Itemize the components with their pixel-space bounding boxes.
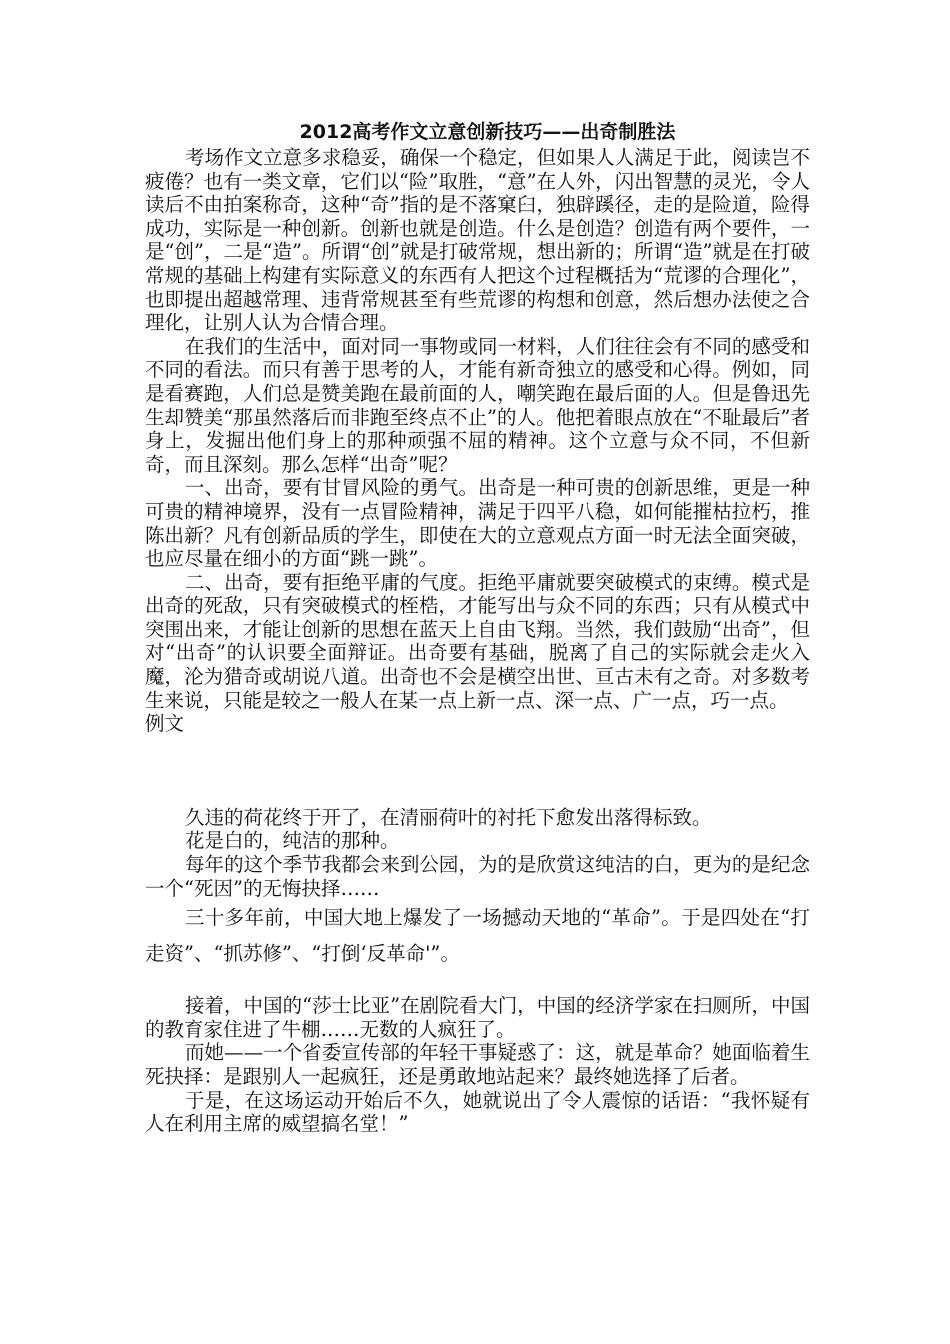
essay-paragraph-2: 花是白的，纯洁的那种。 (185, 829, 400, 853)
blank-gap-2 (145, 972, 810, 994)
document-title: 2012高考作文立意创新技巧——出奇制胜法 (299, 121, 676, 143)
blank-gap (145, 736, 810, 806)
point-one-paragraph: 一、出奇，要有甘冒风险的勇气。出奇是一种可贵的创新思维，更是一种可贵的精神境界，没有一点冒险精神，满足于四平八稳，如何能摧枯拉朽，推陈出新？凡有创新品质的学生，即使在大的立意观点方面一时无法全面突破，也应尽量在细小的方面“跳一跳”。 (145, 476, 810, 571)
essay-paragraph-6: 而她——一个省委宣传部的年轻干事疑惑了：这，就是革命？她面临着生死抉择：是跟别人一起疯狂，还是勇敢地站起来？最终她选择了后者。 (145, 1041, 810, 1088)
document-page (145, 118, 810, 1136)
point-two-paragraph: 二、出奇，要有拒绝平庸的气度。拒绝平庸就要突破模式的束缚。模式是出奇的死敌，只有突破模式的桎梏，才能写出与众不同的东西；只有从模式中突围出来，才能让创新的思想在蓝天上自由飞翔。当然，我们鼓励“出奇”，但对“出奇”的认识要全面辩证。出奇要有基础，脱离了自己的实际就会走火入魔，沦为猎奇或胡说八道。出奇也不会是横空出世、亘古未有之奇。对多数考生来说，只能是较之一般人在某一点上新一点、深一点、广一点，巧一点。 (145, 570, 810, 712)
essay-paragraph-4: 三十多年前，中国大地上爆发了一场撼动天地的“革命”。于是四处在“打走资”、“抓苏修”、“打倒‘反革命'”。 (145, 906, 810, 966)
body-paragraph-2: 在我们的生活中，面对同一事物或同一材料，人们往往会有不同的感受和不同的看法。而只有善于思考的人，才能有新奇独立的感受和心得。例如，同是看赛跑，人们总是赞美跑在最前面的人，嘲笑跑在最后面的人。但是鲁迅先生却赞美“那虽然落后而非跑至终点不止”的人。他把着眼点放在“不耻最后”者身上，发掘出他们身上的那种顽强不屈的精神。这个立意与众不同，不但新奇，而且深刻。那么怎样“出奇”呢？ (145, 334, 810, 476)
essay-paragraph-7: 于是，在这场运动开始后不久，她就说出了令人震惊的话语：“我怀疑有人在利用主席的威望搞名堂！” (145, 1088, 810, 1136)
essay-paragraph-5: 接着，中国的“莎士比亚”在剧院看大门，中国的经济学家在扫厕所，中国的教育家住进了牛棚……无数的人疯狂了。 (145, 994, 810, 1041)
intro-paragraph: 考场作文立意多求稳妥，确保一个稳定，但如果人人满足于此，阅读岂不疲倦？也有一类文章，它们以“险”取胜，“意”在人外，闪出智慧的灵光，令人读后不由拍案称奇，这种“奇”指的是不落窠臼，独辟蹊径，走的是险道，险得成功，实际是一种创新。创新也就是创造。什么是创造？创造有两个要件，一是“创”，二是“造”。所谓“创”就是打破常规，想出新的；所谓“造”就是在打破常规的基础上构建有实际意义的东西有人把这个过程概括为“荒谬的合理化”，也即提出超越常理、违背常规甚至有些荒谬的构想和创意，然后想办法使之合理化，让别人认为合情合理。 (145, 146, 810, 335)
example-label: 例文 (145, 712, 185, 736)
essay-paragraph-3: 每年的这个季节我都会来到公园，为的是欣赏这纯洁的白，更为的是纪念一个“死因”的无悔抉择…… (145, 853, 810, 900)
essay-paragraph-1: 久违的荷花终于开了，在清丽荷叶的衬托下愈发出落得标致。 (185, 805, 712, 829)
